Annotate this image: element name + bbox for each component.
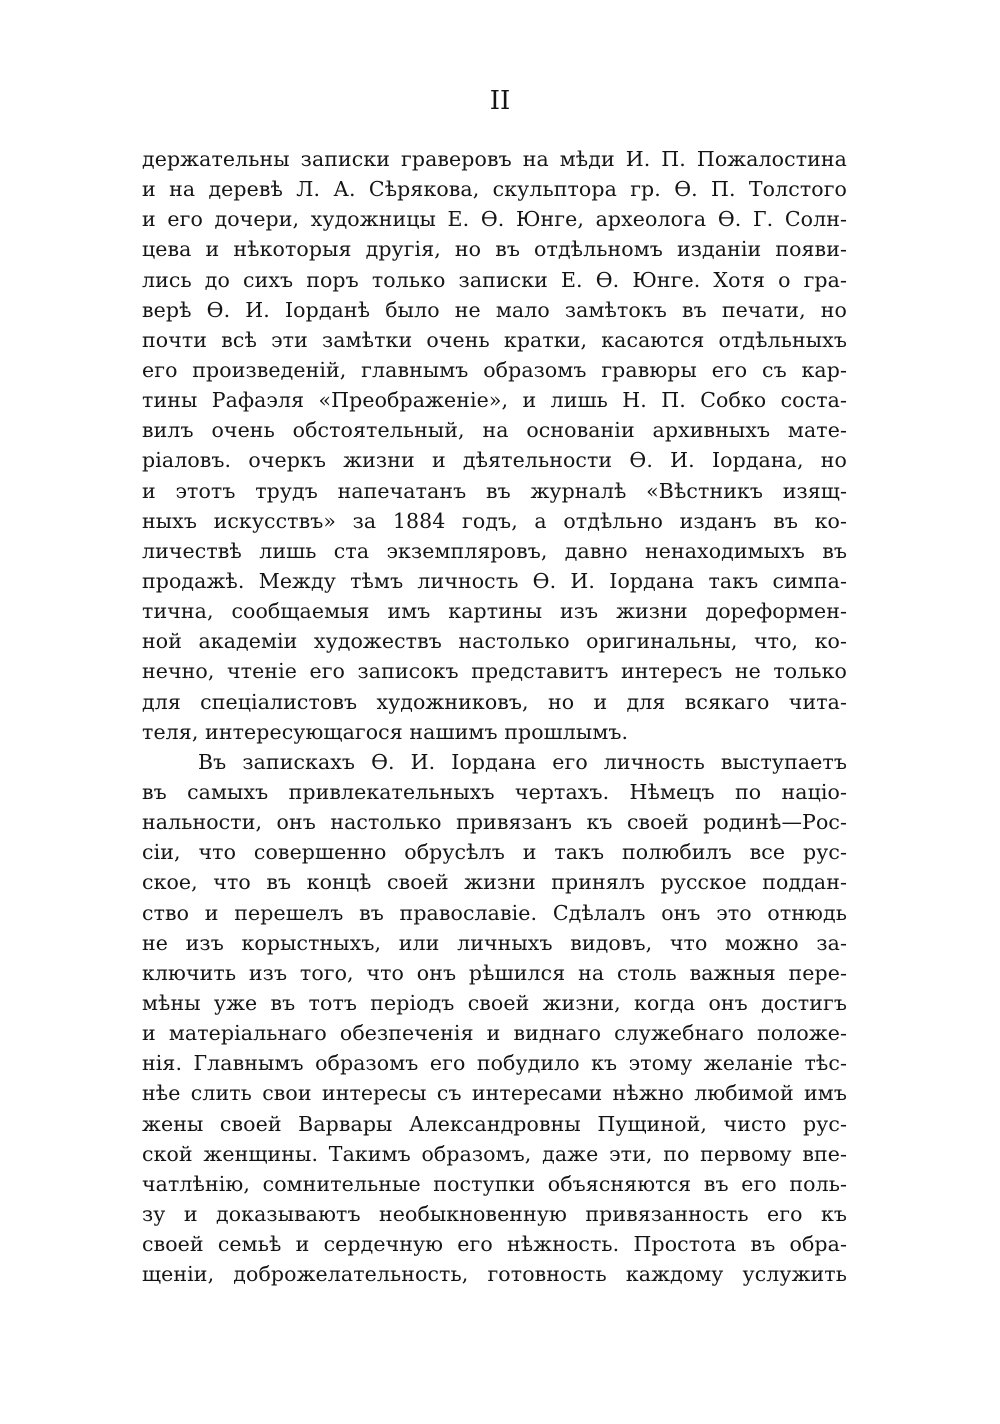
text-line: ключить изъ того, что онъ рѣшился на столь важныя пере- xyxy=(142,960,847,985)
paragraph-2 xyxy=(142,747,847,1290)
text-line: личествѣ лишь ста экземпляровъ, давно ненаходимыхъ въ xyxy=(142,538,847,563)
text-line: нѣе слить свои интересы съ интересами нѣжно любимой имъ xyxy=(142,1081,847,1106)
body-text xyxy=(142,144,847,1289)
text-line: своей семьѣ и сердечную его нѣжность. Простота въ обра- xyxy=(142,1232,847,1257)
text-line: вилъ очень обстоятельный, на основаніи архивныхъ мате- xyxy=(142,418,847,443)
text-line: въ самыхъ привлекательныхъ чертахъ. Нѣмецъ по націо- xyxy=(142,779,847,804)
text-line: ріаловъ. очеркъ жизни и дѣятельности Ѳ. И. Іордана, но xyxy=(142,448,847,473)
text-line: тины Рафаэля «Преображеніе», и лишь Н. П. Собко соста- xyxy=(142,388,847,413)
text-line: жены своей Варвары Александровны Пущиной, чисто рус- xyxy=(142,1111,847,1136)
text-line: нальности, онъ настолько привязанъ къ своей родинѣ—Рос- xyxy=(142,810,847,835)
text-line: нія. Главнымъ образомъ его побудило къ этому желаніе тѣс- xyxy=(142,1051,847,1076)
text-line: ной академіи художествъ настолько оригинальны, что, ко- xyxy=(142,629,847,654)
paragraph-1 xyxy=(142,144,847,747)
text-line: сіи, что совершенно обрусѣлъ и такъ полюбилъ все рус- xyxy=(142,840,847,865)
page-number: II xyxy=(489,86,511,116)
text-line: и на деревѣ Л. А. Сѣрякова, скульптора гр. Ѳ. П. Толстого xyxy=(142,177,847,202)
text-line: цева и нѣкоторыя другія, но въ отдѣльномъ изданіи появи- xyxy=(142,237,847,262)
text-line: зу и доказываютъ необыкновенную привязанность его къ xyxy=(142,1201,847,1226)
text-line: чатлѣнію, сомнительные поступки объясняются въ его поль- xyxy=(142,1171,847,1196)
text-line: ство и перешелъ въ православіе. Сдѣлалъ онъ это отнюдь xyxy=(142,900,847,925)
text-line: лись до сихъ поръ только записки Е. Ѳ. Юнге. Хотя о гра- xyxy=(142,267,847,292)
text-line: его произведеній, главнымъ образомъ гравюры его съ кар- xyxy=(142,357,847,382)
text-line: верѣ Ѳ. И. Іорданѣ было не мало замѣтокъ въ печати, но xyxy=(142,297,847,322)
text-line: держательны записки граверовъ на мѣди И. П. Пожалостина xyxy=(142,147,847,171)
text-line: щеніи, доброжелательность, готовность каждому услужить xyxy=(142,1262,847,1287)
text-line: теля, интересующагося нашимъ прошлымъ. xyxy=(142,719,629,744)
text-line: ской женщины. Такимъ образомъ, даже эти, по первому впе- xyxy=(142,1141,847,1166)
text-line: ныхъ искусствъ» за 1884 годъ, а отдѣльно изданъ въ ко- xyxy=(142,508,847,533)
text-line: почти всѣ эти замѣтки очень кратки, касаются отдѣльныхъ xyxy=(142,327,847,352)
text-line: ское, что въ концѣ своей жизни принялъ русское поддан- xyxy=(142,870,847,895)
text-line: нечно, чтеніе его записокъ представитъ интересъ не только xyxy=(142,659,847,684)
text-line: продажѣ. Между тѣмъ личность Ѳ. И. Іордана такъ симпа- xyxy=(142,568,847,593)
text-line: и матеріальнаго обезпеченія и виднаго служебнаго положе- xyxy=(142,1021,847,1046)
text-line: и этотъ трудъ напечатанъ въ журналѣ «Вѣстникъ изящ- xyxy=(142,478,847,503)
text-line: тична, сообщаемыя имъ картины изъ жизни дореформен- xyxy=(142,599,847,624)
text-line: и его дочери, художницы Е. Ѳ. Юнге, археолога Ѳ. Г. Солн- xyxy=(142,207,847,232)
text-line: мѣны уже въ тотъ періодъ своей жизни, когда онъ достигъ xyxy=(142,990,847,1015)
text-line: не изъ корыстныхъ, или личныхъ видовъ, что можно за- xyxy=(142,930,847,955)
text-line: Въ запискахъ Ѳ. И. Іордана его личность выступаетъ xyxy=(198,749,847,774)
text-line: для спеціалистовъ художниковъ, но и для всякаго чита- xyxy=(142,689,847,714)
